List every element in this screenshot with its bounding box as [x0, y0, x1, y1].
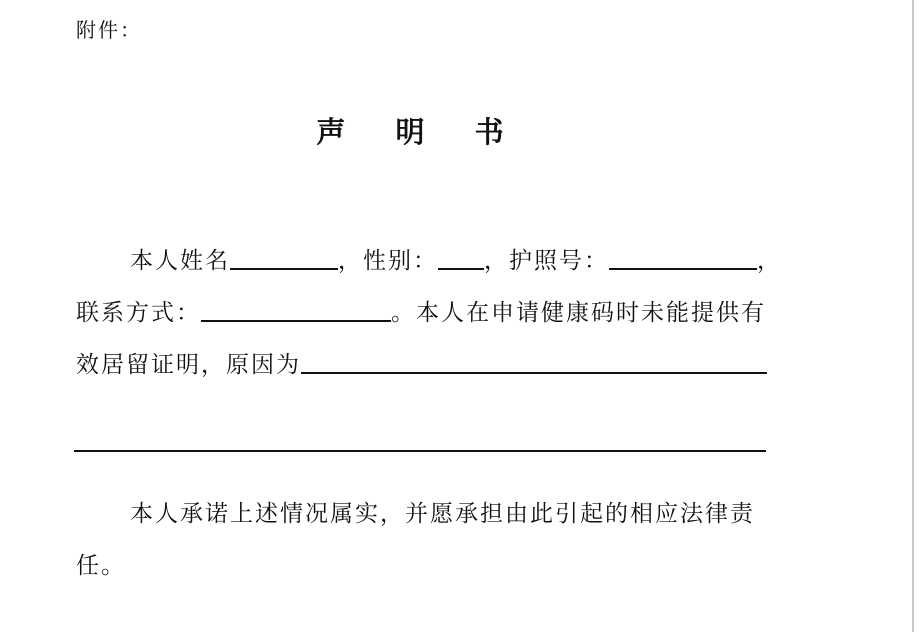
name-blank	[230, 244, 338, 270]
reason-label: 效居留证明，原因为	[76, 352, 301, 378]
passport-blank	[609, 244, 757, 270]
declaration-line-2	[76, 296, 766, 329]
name-label: 本人姓名	[130, 248, 230, 274]
reason-continuation-line	[74, 450, 766, 452]
commitment-line-2: 任。	[76, 553, 126, 579]
document-title: 声 明 书	[316, 115, 524, 149]
passport-label: ，护照号：	[484, 248, 609, 274]
gender-blank	[438, 244, 484, 270]
line-2-text: 。本人在申请健康码时未能提供有	[391, 300, 766, 326]
declaration-line-1	[130, 244, 782, 277]
page-right-border	[912, 0, 920, 632]
line-1-ending: ，	[757, 248, 782, 274]
contact-blank	[201, 296, 391, 322]
declaration-line-3	[76, 348, 767, 381]
reason-blank	[301, 348, 767, 374]
contact-label: 联系方式：	[76, 300, 201, 326]
gender-label: ，性别：	[338, 248, 438, 274]
commitment-line-1: 本人承诺上述情况属实，并愿承担由此引起的相应法律责	[130, 501, 755, 527]
attachment-label: 附件：	[76, 18, 142, 42]
